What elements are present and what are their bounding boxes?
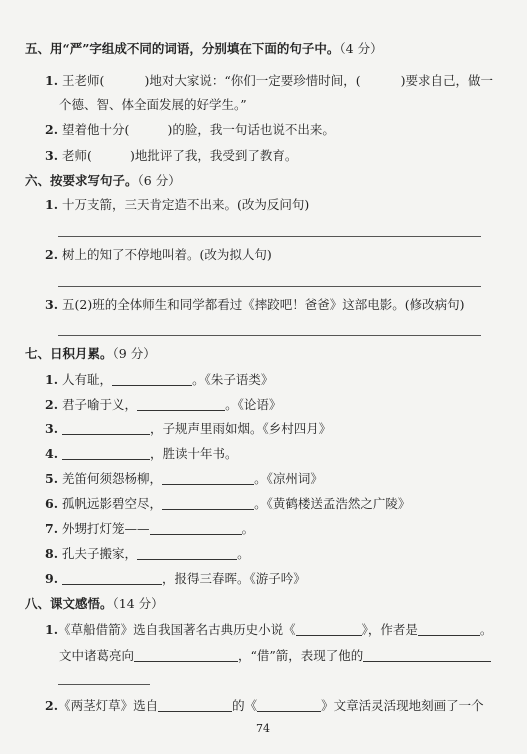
section-7-heading bbox=[25, 346, 156, 362]
question-number: 6. bbox=[45, 496, 59, 511]
s8-q1-text-e: ，“借”箭，表现了他的 bbox=[238, 648, 364, 663]
s7-item-6 bbox=[45, 496, 410, 512]
s7-item-text-post: ，胜读十年书。 bbox=[150, 446, 238, 461]
s7-item-4 bbox=[45, 446, 238, 462]
s6-q3 bbox=[45, 297, 465, 313]
s5-q1-text-b: )地对大家说：“你们一定要珍惜时间，( bbox=[144, 73, 361, 88]
question-number: 5. bbox=[45, 471, 59, 486]
section-8-points: （14 分） bbox=[112, 596, 164, 611]
s7-item-text-post: 。 bbox=[241, 521, 255, 536]
s7-item-text-post: 。《论语》 bbox=[225, 397, 282, 412]
s8-q1-trait-blank[interactable] bbox=[363, 649, 491, 662]
s7-item-7-blank[interactable] bbox=[150, 522, 242, 535]
s8-q2-text-b: 的《 bbox=[232, 698, 258, 713]
s6-q1 bbox=[45, 197, 309, 213]
s8-q2-text-a: 《两茎灯草》选自 bbox=[58, 698, 159, 713]
s7-item-text-post: ，报得三春晖。《游子吟》 bbox=[162, 571, 306, 586]
s7-item-text-pre: 人有耻， bbox=[62, 372, 113, 387]
s8-q1-text-b: 》，作者是 bbox=[361, 622, 418, 637]
s7-item-7 bbox=[45, 521, 254, 537]
s8-q1-novel-blank[interactable] bbox=[296, 623, 362, 636]
s6-q2 bbox=[45, 247, 272, 263]
s8-q1-continuation-blank[interactable] bbox=[58, 684, 150, 685]
question-number: 8. bbox=[45, 546, 59, 561]
s6-q2-text: 树上的知了不停地叫着。(改为拟人句) bbox=[62, 247, 272, 262]
s5-q2-text-b: )的脸，我一句话也说不出来。 bbox=[167, 122, 335, 137]
s8-q1-from-blank[interactable] bbox=[134, 649, 238, 662]
question-number: 3. bbox=[45, 148, 59, 163]
s5-q1-line2: 个德、智、体全面发展的好学生。” bbox=[59, 97, 247, 112]
question-number: 1. bbox=[45, 372, 59, 387]
s7-item-8-blank[interactable] bbox=[137, 547, 237, 560]
s6-q1-answer-line[interactable] bbox=[58, 236, 481, 237]
s8-q2-author-blank[interactable] bbox=[158, 699, 232, 712]
s8-q1-text-d: 文中诸葛亮向 bbox=[59, 648, 135, 663]
s7-item-text-pre: 孤帆远影碧空尽， bbox=[62, 496, 163, 511]
s7-item-3-blank[interactable] bbox=[62, 422, 150, 435]
s7-item-text-pre: 君子喻于义， bbox=[62, 397, 138, 412]
s7-item-text-pre: 羌笛何须怨杨柳， bbox=[62, 471, 163, 486]
section-8-title: 八、课文感悟。 bbox=[25, 596, 113, 611]
s7-item-9-blank[interactable] bbox=[62, 572, 162, 585]
section-5-heading bbox=[25, 41, 383, 57]
s5-q3-text-a: 老师( bbox=[62, 148, 92, 163]
s7-item-2 bbox=[45, 397, 281, 413]
s7-item-5-blank[interactable] bbox=[162, 472, 254, 485]
s5-q1-text-a: 王老师( bbox=[62, 73, 105, 88]
s7-item-text-post: 。《朱子语类》 bbox=[192, 372, 274, 387]
s8-q1-author-blank[interactable] bbox=[418, 623, 480, 636]
s7-item-1 bbox=[45, 372, 273, 388]
question-number: 2. bbox=[45, 122, 59, 137]
question-number: 9. bbox=[45, 571, 59, 586]
section-6-heading bbox=[25, 173, 181, 189]
question-number: 2. bbox=[45, 397, 59, 412]
s8-q2-text-c: 》文章活灵活现地刻画了一个 bbox=[321, 698, 484, 713]
s7-item-text-pre: 外甥打灯笼—— bbox=[62, 521, 150, 536]
s7-item-text-post: ，子规声里雨如烟。《乡村四月》 bbox=[150, 421, 332, 436]
section-6-title: 六、按要求写句子。 bbox=[25, 173, 138, 188]
s7-item-text-pre: 孔夫子搬家， bbox=[62, 546, 138, 561]
s5-q3 bbox=[45, 148, 297, 164]
s8-q1-text-c: 。 bbox=[479, 622, 493, 637]
s5-q1-text-c: )要求自己，做一 bbox=[400, 73, 493, 88]
s6-q2-answer-line[interactable] bbox=[58, 286, 481, 287]
s7-item-text-post: 。《黄鹤楼送孟浩然之广陵》 bbox=[254, 496, 411, 511]
section-5-title: 五、用“严”字组成不同的词语，分别填在下面的句子中。 bbox=[25, 41, 340, 56]
section-8-heading bbox=[25, 596, 164, 612]
question-number: 1. bbox=[45, 73, 59, 88]
question-number: 4. bbox=[45, 446, 59, 461]
section-7-title: 七、日积月累。 bbox=[25, 346, 113, 361]
s5-q2 bbox=[45, 122, 335, 138]
s7-item-4-blank[interactable] bbox=[62, 447, 150, 460]
s7-item-3 bbox=[45, 421, 331, 437]
page-number: 74 bbox=[256, 722, 270, 735]
s5-q1-line1 bbox=[45, 73, 493, 89]
question-number: 2. bbox=[45, 247, 59, 262]
question-number: 2. bbox=[45, 698, 59, 713]
question-number: 7. bbox=[45, 521, 59, 536]
s8-q1-line2 bbox=[59, 648, 491, 664]
s5-q3-text-b: )地批评了我，我受到了教育。 bbox=[129, 148, 298, 163]
s7-item-5 bbox=[45, 471, 323, 487]
s8-q2-line1 bbox=[45, 698, 484, 714]
s7-item-1-blank[interactable] bbox=[112, 373, 192, 386]
section-5-points: （4 分） bbox=[339, 41, 383, 56]
question-number: 1. bbox=[45, 197, 59, 212]
question-number: 1. bbox=[45, 622, 59, 637]
s7-item-text-post: 。 bbox=[237, 546, 250, 561]
s6-q3-text: 五(2)班的全体师生和同学都看过《摔跤吧！爸爸》这部电影。(修改病句) bbox=[62, 297, 465, 312]
s6-q3-answer-line[interactable] bbox=[58, 335, 481, 336]
s8-q1-text-a: 《草船借箭》选自我国著名古典历史小说《 bbox=[58, 622, 296, 637]
s6-q1-text: 十万支箭，三天肯定造不出来。(改为反问句) bbox=[62, 197, 310, 212]
s7-item-6-blank[interactable] bbox=[162, 497, 254, 510]
s8-q2-book-blank[interactable] bbox=[257, 699, 321, 712]
s8-q1-line1 bbox=[45, 622, 492, 638]
s7-item-text-post: 。《凉州词》 bbox=[254, 471, 323, 486]
s7-item-2-blank[interactable] bbox=[137, 398, 225, 411]
s7-item-8 bbox=[45, 546, 250, 562]
s5-q2-text-a: 望着他十分( bbox=[62, 122, 130, 137]
question-number: 3. bbox=[45, 421, 59, 436]
section-6-points: （6 分） bbox=[137, 173, 181, 188]
section-7-points: （9 分） bbox=[112, 346, 156, 361]
question-number: 3. bbox=[45, 297, 59, 312]
s7-item-9 bbox=[45, 571, 306, 587]
